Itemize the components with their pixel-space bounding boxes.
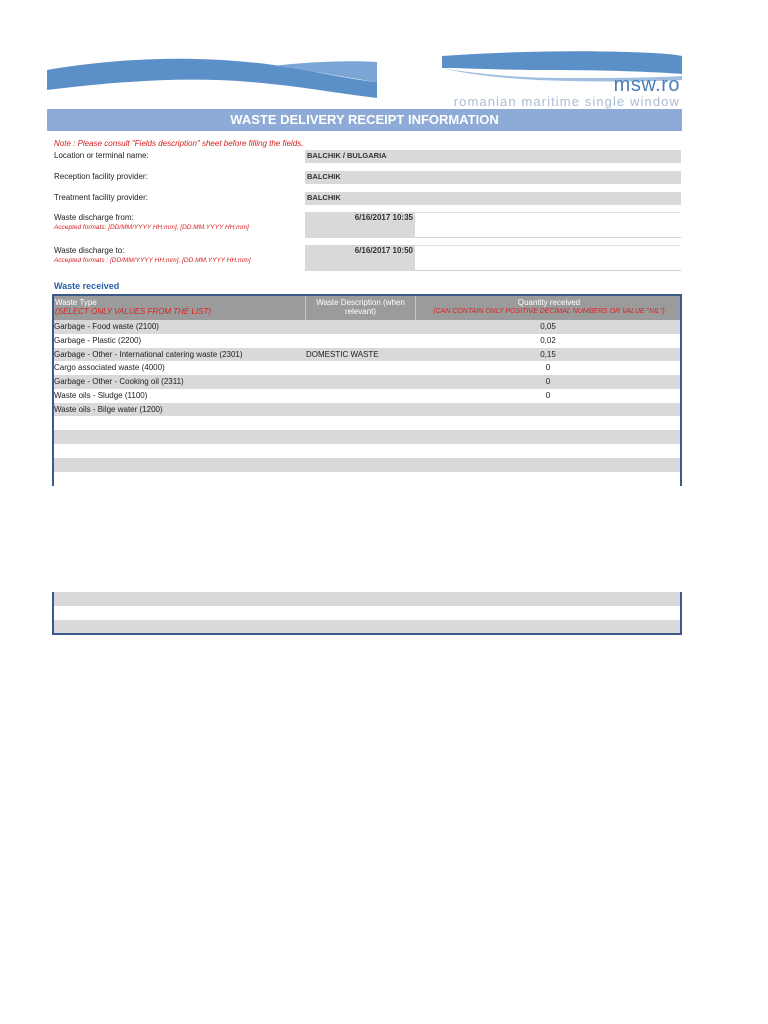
waste-type-cell[interactable]: Garbage - Other - Cooking oil (2311) [54,377,184,387]
table-row[interactable] [53,592,682,606]
brand-tagline: romanian maritime single window [453,94,680,109]
discharge-from-format-hint: Accepted formats: [DD/MM/YYYY HH:mm], [DD.MM.YYYY HH:mm] [54,224,249,231]
discharge-to-format-hint: Accepted formats : [DD/MM/YYYY HH:mm], [DD.MM.YYYY HH:mm] [54,257,251,264]
waste-type-cell[interactable]: Waste oils - Bilge water (1200) [54,404,163,414]
header-waste-description [306,298,415,316]
reception-label: Reception facility provider: [54,172,148,181]
header-waste-type-note: (SELECT ONLY VALUES FROM THE LIST) [55,307,212,316]
table-right-border [680,294,682,486]
waste-received-title: Waste received [54,281,120,291]
table-row[interactable] [53,375,682,389]
quantity-cell[interactable]: 0,02 [540,335,556,345]
treatment-label: Treatment facility provider: [54,193,148,202]
location-label: Location or terminal name: [54,151,149,160]
table-row[interactable] [53,458,682,472]
table-bottom-border [52,633,682,635]
location-field[interactable]: BALCHIK / BULGARIA [305,150,681,163]
table-row[interactable] [53,472,682,486]
instruction-note: Note : Please consult "Fields description" sheet before filling the fields. [54,139,304,148]
waste-type-cell[interactable]: Waste oils - Sludge (1100) [54,391,148,400]
discharge-to-label: Waste discharge to: [54,246,125,255]
quantity-cell[interactable]: 0 [545,391,551,400]
page-title: WASTE DELIVERY RECEIPT INFORMATION [47,109,682,131]
table-row[interactable] [53,417,682,431]
waste-type-cell[interactable]: Cargo associated waste (4000) [54,363,165,373]
table-left-border [52,592,54,635]
table-row[interactable] [53,606,682,620]
quantity-cell[interactable]: 0,05 [540,322,556,331]
table-row[interactable] [53,348,682,362]
waste-type-cell[interactable]: Garbage - Other - International catering waste (2301) [54,349,243,359]
waste-type-cell[interactable]: Garbage - Plastic (2200) [54,335,142,345]
quantity-cell[interactable]: 0,15 [540,349,556,359]
table-row[interactable] [53,444,682,458]
header-quantity-note: (CAN CONTAIN ONLY POSITIVE DECIMAL NUMBERS OR VALUE "NIL") [433,308,665,315]
table-row[interactable] [53,620,682,634]
table-right-border [680,592,682,635]
discharge-from-field[interactable]: 6/16/2017 10:35 [305,212,415,238]
table-left-border [52,294,54,486]
table-row[interactable] [53,430,682,444]
table-row[interactable] [53,389,682,403]
header-desc-line1: Waste Description (when [316,298,405,307]
header-waste-type-label: Waste Type [55,298,97,307]
header-waste-type [55,298,211,316]
table-row[interactable] [53,334,682,348]
treatment-field[interactable]: BALCHIK [305,192,681,205]
discharge-from-label: Waste discharge from: [54,213,134,222]
table-row[interactable] [53,320,682,334]
discharge-to-field[interactable]: 6/16/2017 10:50 [305,245,415,271]
waste-type-cell[interactable]: Garbage - Food waste (2100) [54,322,159,331]
header-quantity [416,298,682,316]
waste-description-cell[interactable]: DOMESTIC WASTE [306,349,379,359]
table-row[interactable] [53,361,682,375]
discharge-to-row-border [415,245,681,271]
table-row[interactable] [53,403,682,417]
discharge-from-row-border [415,212,681,238]
brand-logo-text: msw.ro [613,74,680,96]
waste-table-continuation [53,592,682,634]
waste-table-header [53,294,682,320]
header-desc-line2: relevant) [344,307,377,316]
quantity-cell[interactable]: 0 [545,377,551,387]
header-quantity-label: Quantity received [517,298,581,307]
quantity-cell[interactable]: 0 [545,363,551,373]
reception-field[interactable]: BALCHIK [305,171,681,184]
